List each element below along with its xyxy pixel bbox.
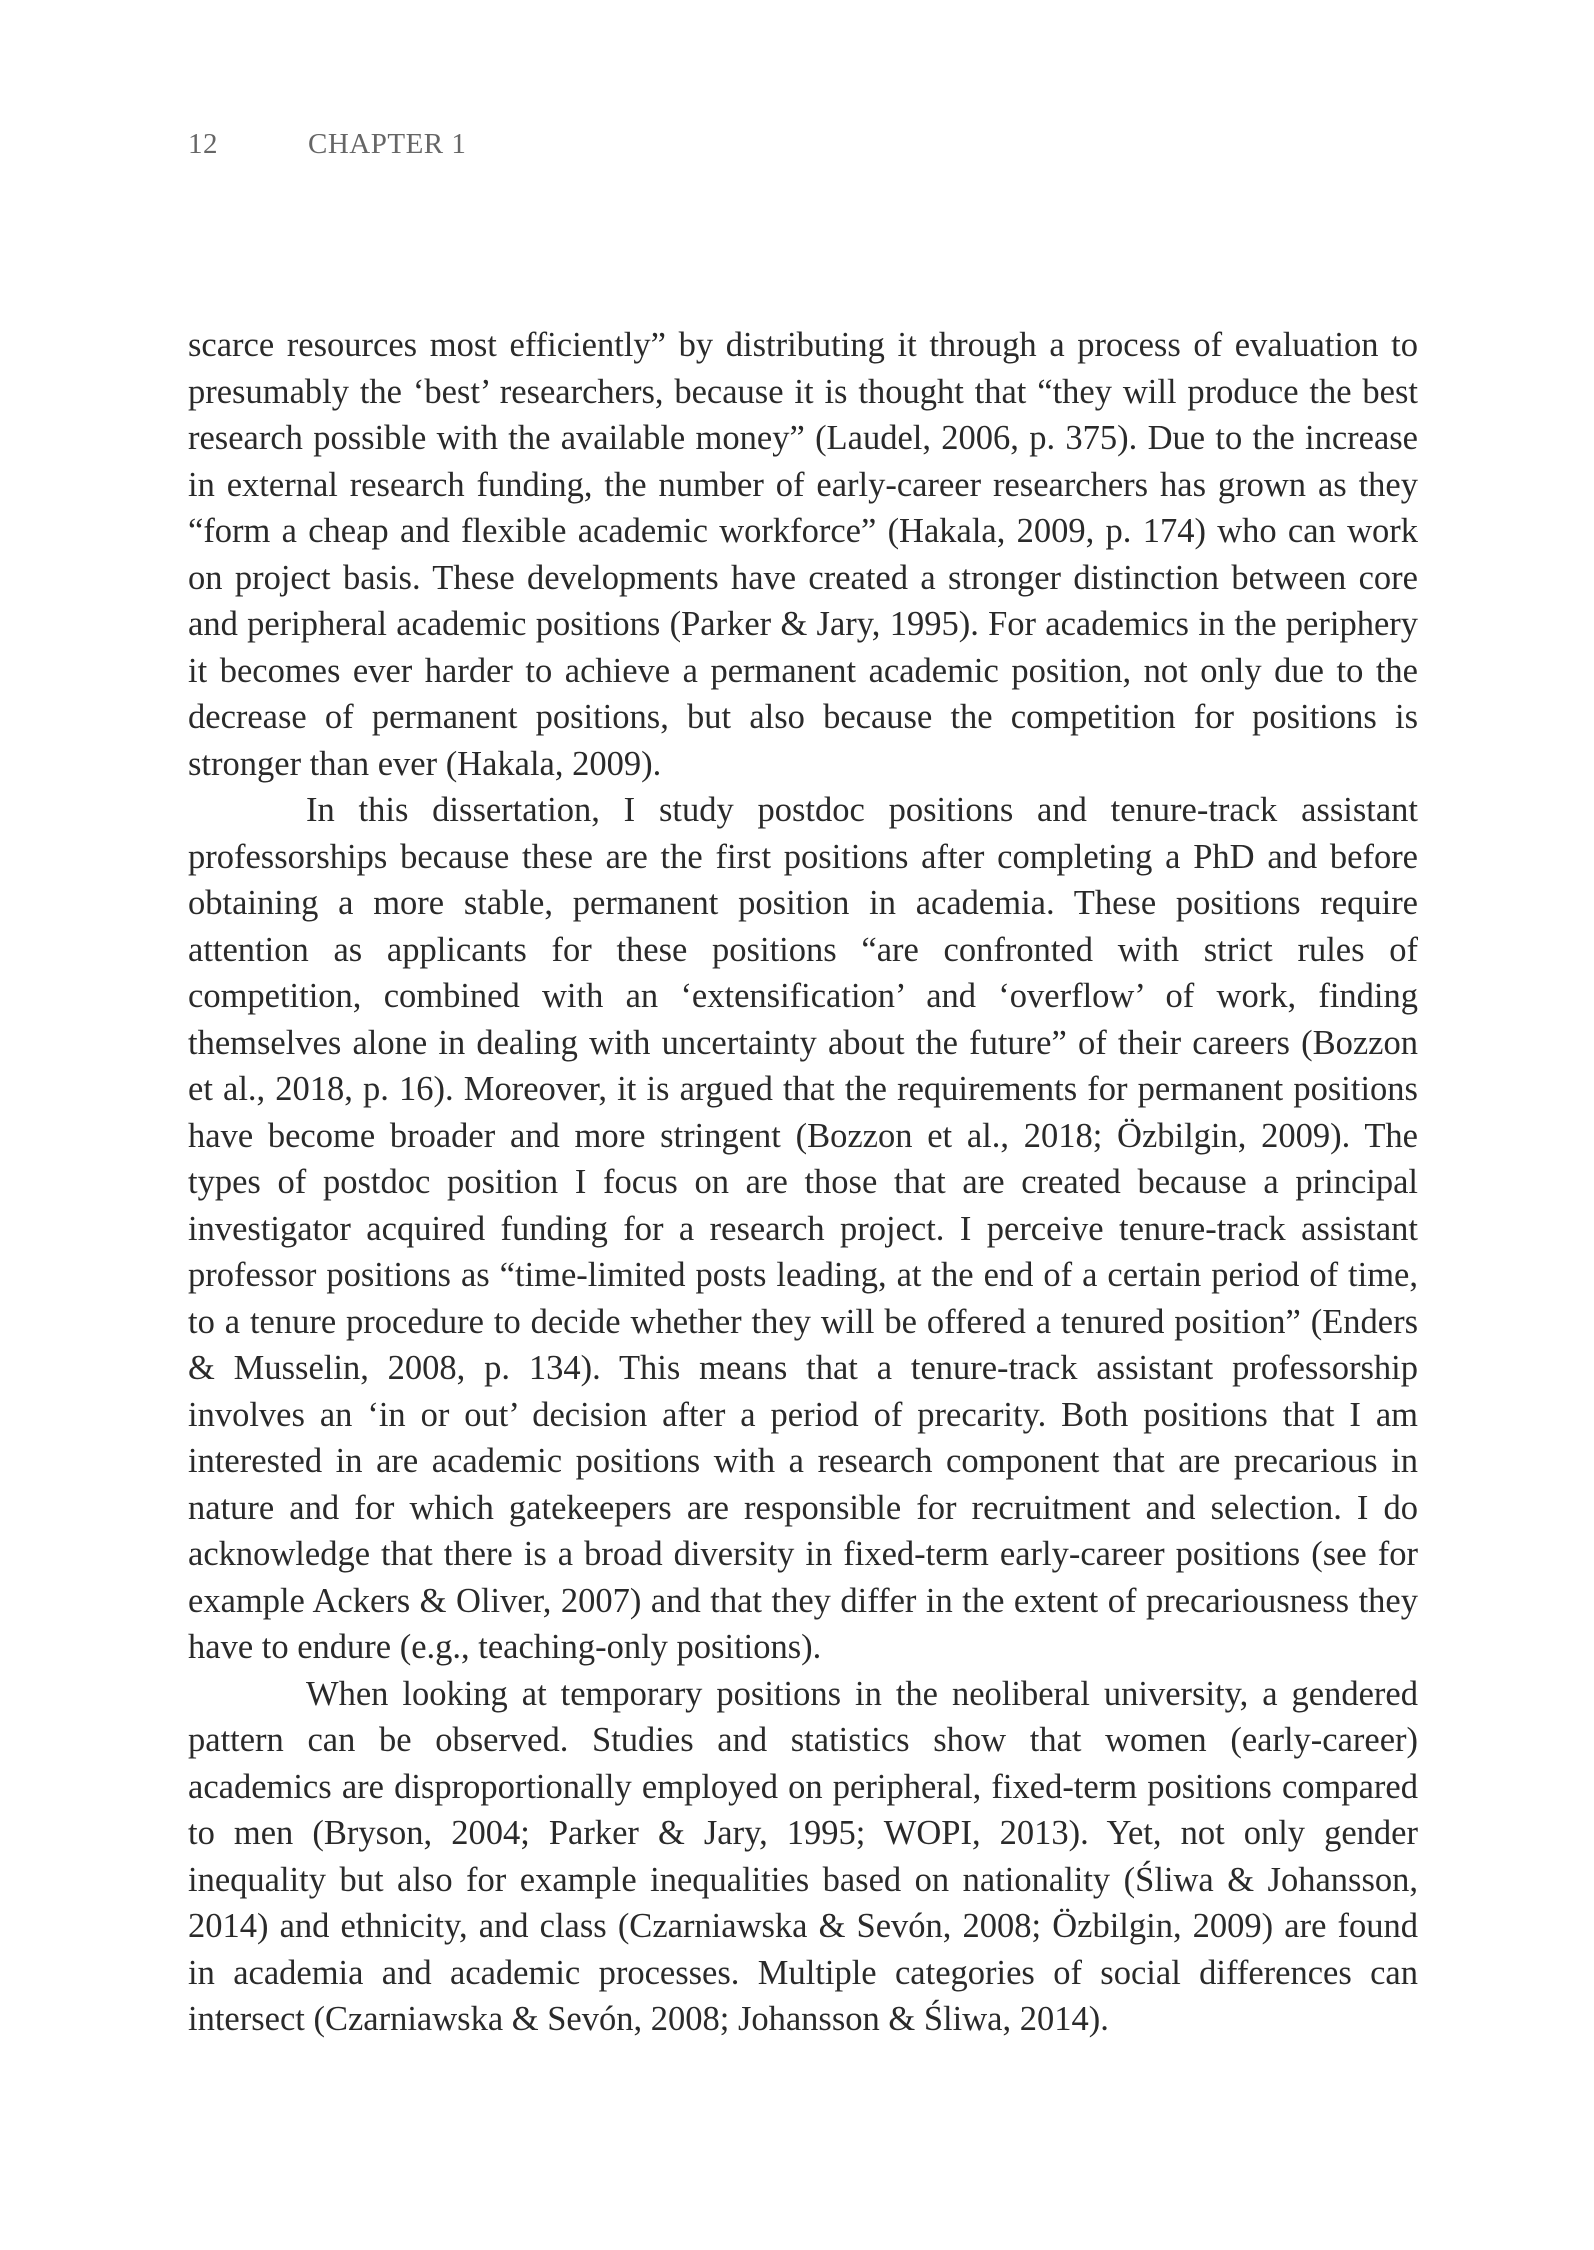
- paragraph-3: When looking at temporary positions in the neoliberal university, a gendered pattern can be observed. Studies and statistics show that women (early-career) academics are disproportionally employed on peripheral, fixed-term positions compared to men (Bryson, 2004; Parker & Jary, 1995; WOPI, 2013). Yet, not only gender inequality but also for example inequalities based on nationality (Śliwa & Johansson, 2014) and ethnicity, and class (Czarniawska & Sevón, 2008; Özbilgin, 2009) are found in academia and academic processes. Multiple categories of social differences can intersect (Czarniawska & Sevón, 2008; Johansson & Śliwa, 2014).: [188, 1674, 1418, 2038]
- paragraph-2: In this dissertation, I study postdoc positions and tenure-track assistant professorships because these are the first positions after completing a PhD and before obtaining a more stable, permanent position in academia. These positions require attention as applicants for these positions “are confronted with strict rules of competition, combined with an ‘extensification’ and ‘overflow’ of work, finding themselves alone in dealing with uncertainty about the future” of their careers (Bozzon et al., 2018, p. 16). Moreover, it is argued that the requirements for permanent positions have become broader and more stringent (Bozzon et al., 2018; Özbilgin, 2009). The types of postdoc position I focus on are those that are created because a principal investigator acquired funding for a research project. I perceive tenure-track assistant professor positions as “time-limited posts leading, at the end of a certain period of time, to a tenure procedure to decide whether they will be offered a tenured position” (Enders & Musselin, 2008, p. 134). This means that a tenure-track assistant professorship involves an ‘in or out’ decision after a period of precarity. Both positions that I am interested in are academic positions with a research component that are precarious in nature and for which gatekeepers are responsible for recruitment and selection. I do acknowledge that there is a broad diversity in fixed-term early-career positions (see for example Ackers & Oliver, 2007) and that they differ in the extent of precariousness they have to endure (e.g., teaching-only positions).: [188, 791, 1418, 1666]
- body-text: [188, 322, 1418, 2043]
- chapter-label: CHAPTER 1: [308, 128, 467, 160]
- page-number: 12: [188, 128, 218, 160]
- paragraph-1: scarce resources most efficiently” by distributing it through a process of evaluation to presumably the ‘best’ researchers, because it is thought that “they will produce the best research possible with the available money” (Laudel, 2006, p. 375). Due to the increase in external research funding, the number of early-career researchers has grown as they “form a cheap and flexible academic workforce” (Hakala, 2009, p. 174) who can work on project basis. These developments have created a stronger distinction between core and peripheral academic positions (Parker & Jary, 1995). For academics in the periphery it becomes ever harder to achieve a permanent academic position, not only due to the decrease of permanent positions, but also because the competition for positions is stronger than ever (Hakala, 2009).: [188, 326, 1418, 783]
- running-header: [188, 128, 466, 161]
